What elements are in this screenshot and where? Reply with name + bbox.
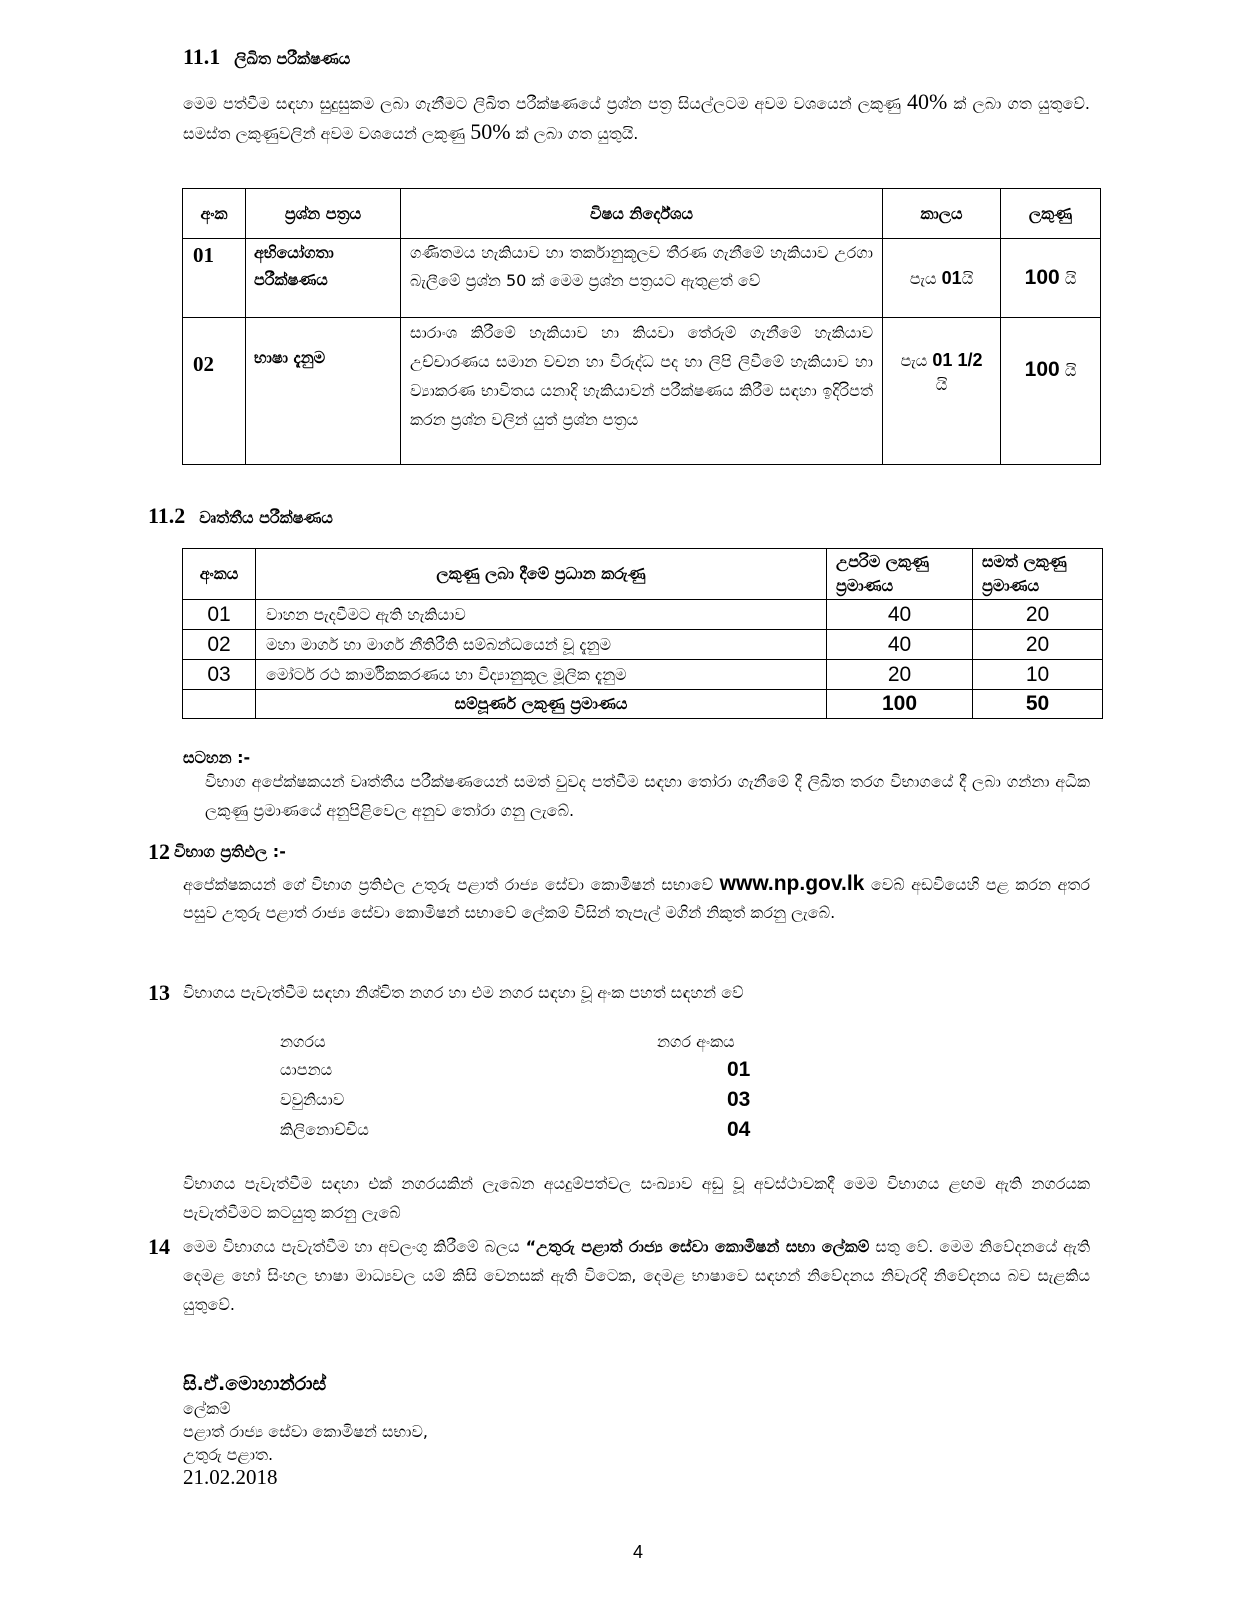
section-number: 11.2 bbox=[148, 503, 186, 528]
table-row bbox=[280, 1085, 840, 1115]
note-text: විභාග අපේක්ෂකයන් වෘත්තීය පරීක්ෂණයෙන් සමත් වුවද පත්වීම සඳහා තෝරා ගැනීමේ දී ලිඛිත තරග විභාගයේ දී ලබා ගන්නා අධික ලකුණු ප්‍රමාණයේ අනුපිළිවෙල අනුව තෝරා ගනු ලැබේ. bbox=[205, 772, 1090, 820]
column-header: අංක bbox=[183, 189, 246, 239]
syllabus: සාරාංශ කිරීමේ හැකියාව හා කියවා තේරුම් ගැනීමේ හැකියාව උච්චාරණය සමාන වචන හා විරුද්ධ පද හා ලිපි ලිවීමේ හැකියාව හා ව්‍යාකරණ භාවිතය යනාදි හැකියාවන් පරීක්ෂණය කිරීම සඳහා ඉදිරිපත් කරන ප්‍රශ්න වලින් යුත් ප්‍රශ්න පත්‍රය bbox=[401, 318, 883, 465]
table-header-row bbox=[280, 1028, 840, 1055]
page-number: 4 bbox=[633, 1542, 644, 1562]
document-date: 21.02.2018 bbox=[183, 1465, 278, 1489]
total-percentage: 50% bbox=[470, 119, 511, 144]
signatory-name: සි.ඒ.මොහාන්රාස් bbox=[183, 1373, 327, 1395]
syllabus: ගණිතමය හැකියාව හා තර්කානුකූලව තීරණ ගැනීමේ හැකියාව උරගා බැලීමේ ප්‍රශ්න 50 ක් මෙම ප්‍රශ්න පත්‍රයට ඇතුළත් වේ bbox=[401, 239, 883, 318]
section-title: විභාග ප්‍රතිඵල :- bbox=[174, 842, 286, 861]
results-paragraph: අපේක්ෂකයන් ගේ විභාග ප්‍රතිඵල උතුරු පළාත් රාජ්‍ය සේවා කොමිෂන් සභාවේ www.np.gov.lk වෙබ් අඩවියෙහි පළ කරන අතර පසුව උතුරු පළාත් රාජ්‍ය සේවා කොමිෂන් සභාවේ ලේකම් විසින් තැපැල් මගින් නිකුත් කරනු ලැබේ. bbox=[183, 872, 1090, 922]
signatory-title: ලේකම් bbox=[183, 1399, 231, 1418]
signatory-province: උතුරු පළාත. bbox=[183, 1445, 274, 1464]
practical-exam-table bbox=[182, 548, 1103, 719]
duration: පැය 01 1/2 යි bbox=[883, 318, 1001, 465]
authority-paragraph: මෙම විභාගය පැවැත්වීම හා අවලංගු කිරීමේ බලය “උතුරු පළාත් රාජ්‍ය සේවා කොමිෂන් සභා ලේකම් සතු වේ. මෙම නිවේදනයේ ඇති දෙමළ හෝ සිංහල භාෂා මාධ්‍යවල යම් කිසි වෙනසක් ඇති විටෙක, දෙමළ භාෂාවෙ සඳහන් නිවේදනය නිවැරදි නිවේදනය බව සැළකිය යුතුවේ. bbox=[183, 1237, 1090, 1314]
paper-number: 02 bbox=[183, 318, 246, 465]
section-title: වෘත්තීය පරීක්ෂණය bbox=[199, 508, 333, 527]
min-percentage: 40% bbox=[907, 89, 948, 114]
table-header-row bbox=[183, 549, 1103, 600]
paper-name: අභියෝගතා පරීක්ෂණය bbox=[246, 239, 401, 318]
table-row bbox=[183, 318, 1101, 465]
marks: 100 යි bbox=[1001, 318, 1101, 465]
signatory-organization: පළාත් රාජ්‍ය සේවා කොමිෂන් සභාව, bbox=[183, 1422, 428, 1441]
paper-name: භාෂා දැනුම bbox=[246, 318, 401, 465]
table-row bbox=[183, 600, 1103, 630]
city-code: 01 bbox=[727, 1058, 751, 1081]
column-header: ලකුණු ලබා දීමේ ප්‍රධාන කරුණු bbox=[256, 549, 827, 600]
table-row bbox=[183, 239, 1101, 318]
pass-marks: 20 bbox=[973, 630, 1103, 660]
city-note-paragraph: විභාගය පැවැත්වීම සඳහා එක් නගරයකින් ලැබෙන අයදුම්පත්වල සංඛ්‍යාව අඩු වූ අවස්ථාවකදී මෙම විභාගය ළඟම ඇති නගරයක පැවැත්වීමට කටයුතු කරනු ලැබේ bbox=[183, 1174, 1090, 1222]
column-header: ලකුණු bbox=[1001, 189, 1101, 239]
max-marks: 40 bbox=[827, 600, 973, 630]
column-header: සමත් ලකුණු ප්‍රමාණය bbox=[973, 549, 1103, 600]
column-header: කාලය bbox=[883, 189, 1001, 239]
column-header: නගර අංකය bbox=[657, 1031, 735, 1051]
city-code: 03 bbox=[727, 1088, 751, 1111]
table-header-row bbox=[183, 189, 1101, 239]
city-code: 04 bbox=[727, 1118, 751, 1141]
authority-name: “උතුරු පළාත් රාජ්‍ය සේවා කොමිෂන් සභා ලේකම් bbox=[525, 1237, 870, 1256]
max-marks: 40 bbox=[827, 630, 973, 660]
pass-marks: 10 bbox=[973, 660, 1103, 690]
paper-number: 01 bbox=[183, 239, 246, 318]
pass-marks: 20 bbox=[973, 600, 1103, 630]
column-header: උපරිම ලකුණු ප්‍රමාණය bbox=[827, 549, 973, 600]
column-header: විෂය නිර්දේශය bbox=[401, 189, 883, 239]
written-exam-paragraph: මෙම පත්වීම සඳහා සුදුසුකම ලබා ගැනීමට ලිඛිත පරීක්ෂණයේ ප්‍රශ්න පත්‍ර සියල්ලටම අවම වශයෙන් ලකුණු 40% ක් ලබා ගත යුතුවේ. සමස්ත ලකුණුවලින් අවම වශයෙන් ලකුණු 50% ක් ලබා ගත යුතුයි. bbox=[183, 89, 1090, 144]
table-row bbox=[183, 630, 1103, 660]
signature-block bbox=[183, 1397, 428, 1489]
written-exam-table bbox=[182, 188, 1101, 465]
section-number: 11.1 bbox=[183, 44, 221, 69]
criterion: මහා මාර්ග හා මාර්ග නීතිරීති සම්බන්ධයෙන් වූ දැනුම bbox=[256, 630, 827, 660]
row-number: 03 bbox=[183, 660, 256, 690]
note-label: සටහන :- bbox=[183, 748, 251, 767]
total-max-marks: 100 bbox=[827, 690, 973, 719]
duration: පැය 01යි bbox=[883, 239, 1001, 318]
section-number: 13 bbox=[148, 980, 170, 1005]
criterion: මෝටර් රථ කාර්මිකකරණය හා විද්‍යානුකූල මූලික දැනුම bbox=[256, 660, 827, 690]
table-row bbox=[183, 660, 1103, 690]
marks: 100 යි bbox=[1001, 239, 1101, 318]
table-row bbox=[280, 1055, 840, 1085]
section-text: විභාගය පැවැත්වීම සඳහා නිශ්චිත නගර හා එම නගර සඳහා වූ අංක පහත් සඳහන් වේ bbox=[183, 983, 744, 1002]
exam-city-table bbox=[280, 1028, 840, 1145]
website-address: www.np.gov.lk bbox=[719, 872, 865, 895]
city-name: යාපනය bbox=[280, 1060, 333, 1079]
section-number: 14 bbox=[148, 1234, 170, 1259]
row-number: 01 bbox=[183, 600, 256, 630]
table-row bbox=[280, 1115, 840, 1145]
empty-cell bbox=[183, 690, 256, 719]
section-11-1-heading bbox=[183, 43, 350, 73]
total-row bbox=[183, 690, 1103, 719]
column-header: අංකය bbox=[183, 549, 256, 600]
section-title: ලිඛිත පරීක්ෂණය bbox=[234, 49, 351, 68]
criterion: වාහන පැදවීමට ඇති හැකියාව bbox=[256, 600, 827, 630]
section-number: 12 bbox=[148, 839, 170, 864]
column-header: නගරය bbox=[280, 1031, 326, 1051]
total-pass-marks: 50 bbox=[973, 690, 1103, 719]
max-marks: 20 bbox=[827, 660, 973, 690]
row-number: 02 bbox=[183, 630, 256, 660]
column-header: ප්‍රශ්න පත්‍රය bbox=[246, 189, 401, 239]
city-name: වවුනියාව bbox=[280, 1090, 345, 1109]
city-name: කිලිනොච්චිය bbox=[280, 1120, 369, 1139]
section-11-2-heading bbox=[148, 502, 333, 532]
total-label: සම්පූර්ණ ලකුණු ප්‍රමාණය bbox=[256, 690, 827, 719]
